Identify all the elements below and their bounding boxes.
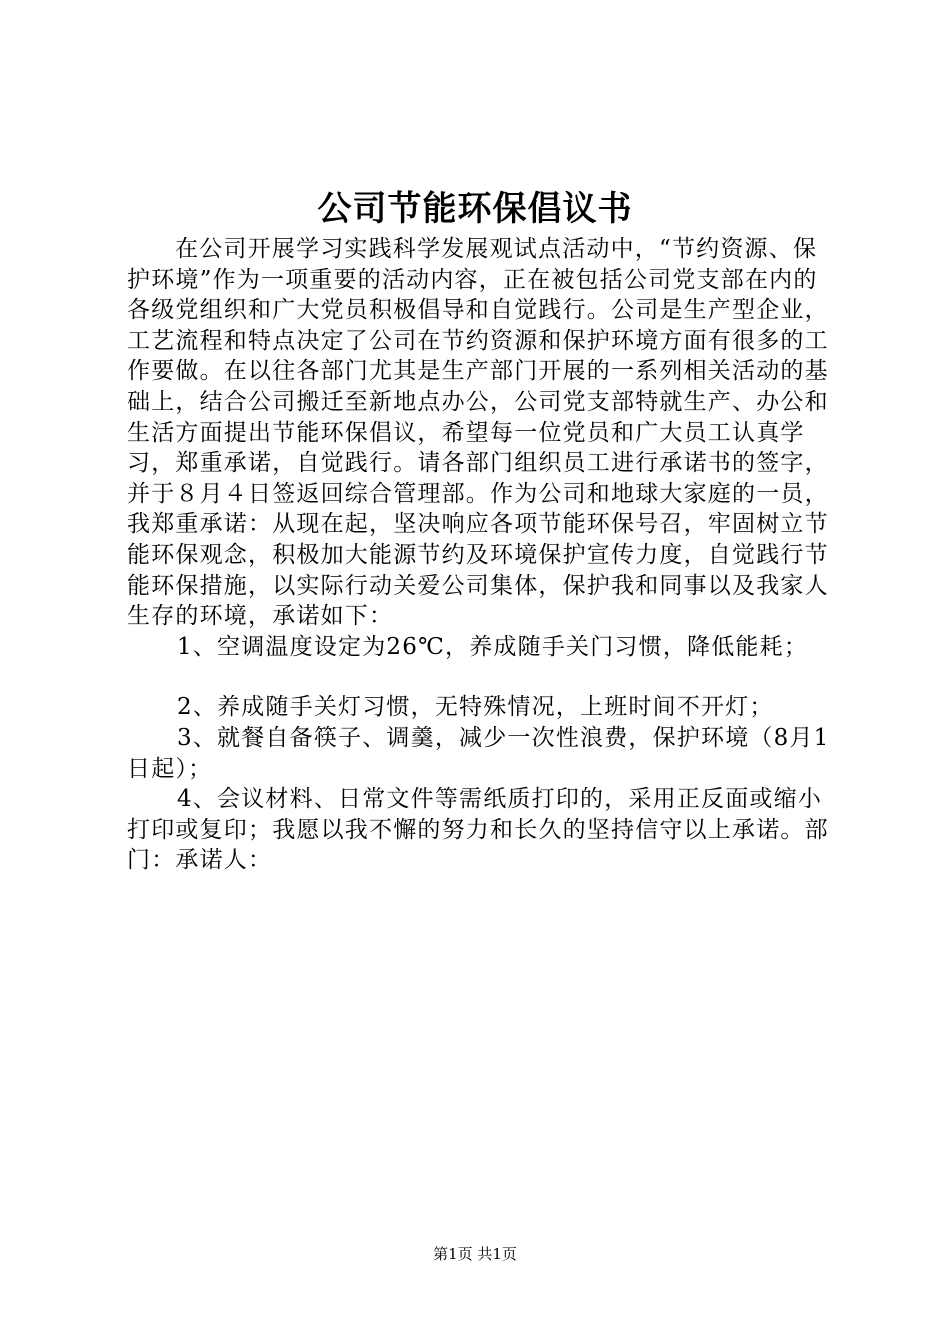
pledge-item-2: 2、养成随手关灯习惯，无特殊情况，上班时间不开灯；	[177, 694, 774, 721]
page-footer: 第1页 共1页	[433, 1245, 517, 1263]
spacer	[127, 662, 839, 692]
pledge-item-4: 4、会议材料、日常文件等需纸质打印的，采用正反面或缩小打印或复印；我愿以我不懈的努力和长久的坚持信守以上承诺。部门：承诺人：	[127, 786, 829, 874]
document-body	[127, 234, 839, 876]
pledge-item-1: 1、空调温度设定为26℃，养成随手关门习惯，降低能耗；	[177, 633, 809, 660]
document-title: 公司节能环保倡议书	[317, 189, 633, 229]
pledge-item-3: 3、就餐自备筷子、调羹，减少一次性浪费，保护环境（8月1日起）；	[127, 724, 830, 782]
intro-paragraph: 在公司开展学习实践科学发展观试点活动中，“节约资源、保护环境”作为一项重要的活动内容，正在被包括公司党支部在内的各级党组织和广大党员积极倡导和自觉践行。公司是生产型企业，工艺流程和特点决定了公司在节约资源和保护环境方面有很多的工作要做。在以往各部门尤其是生产部门开展的一系列相关活动的基础上，结合公司搬迁至新地点办公，公司党支部特就生产、办公和生活方面提出节能环保倡议，希望每一位党员和广大员工认真学习，郑重承诺，自觉践行。请各部门组织员工进行承诺书的签字，并于８月４日签返回综合管理部。作为公司和地球大家庭的一员，我郑重承诺：从现在起，坚决响应各项节能环保号召，牢固树立节能环保观念，积极加大能源节约及环境保护宣传力度，自觉践行节能环保措施，以实际行动关爱公司集体，保护我和同事以及我家人生存的环境，承诺如下：	[127, 236, 829, 630]
